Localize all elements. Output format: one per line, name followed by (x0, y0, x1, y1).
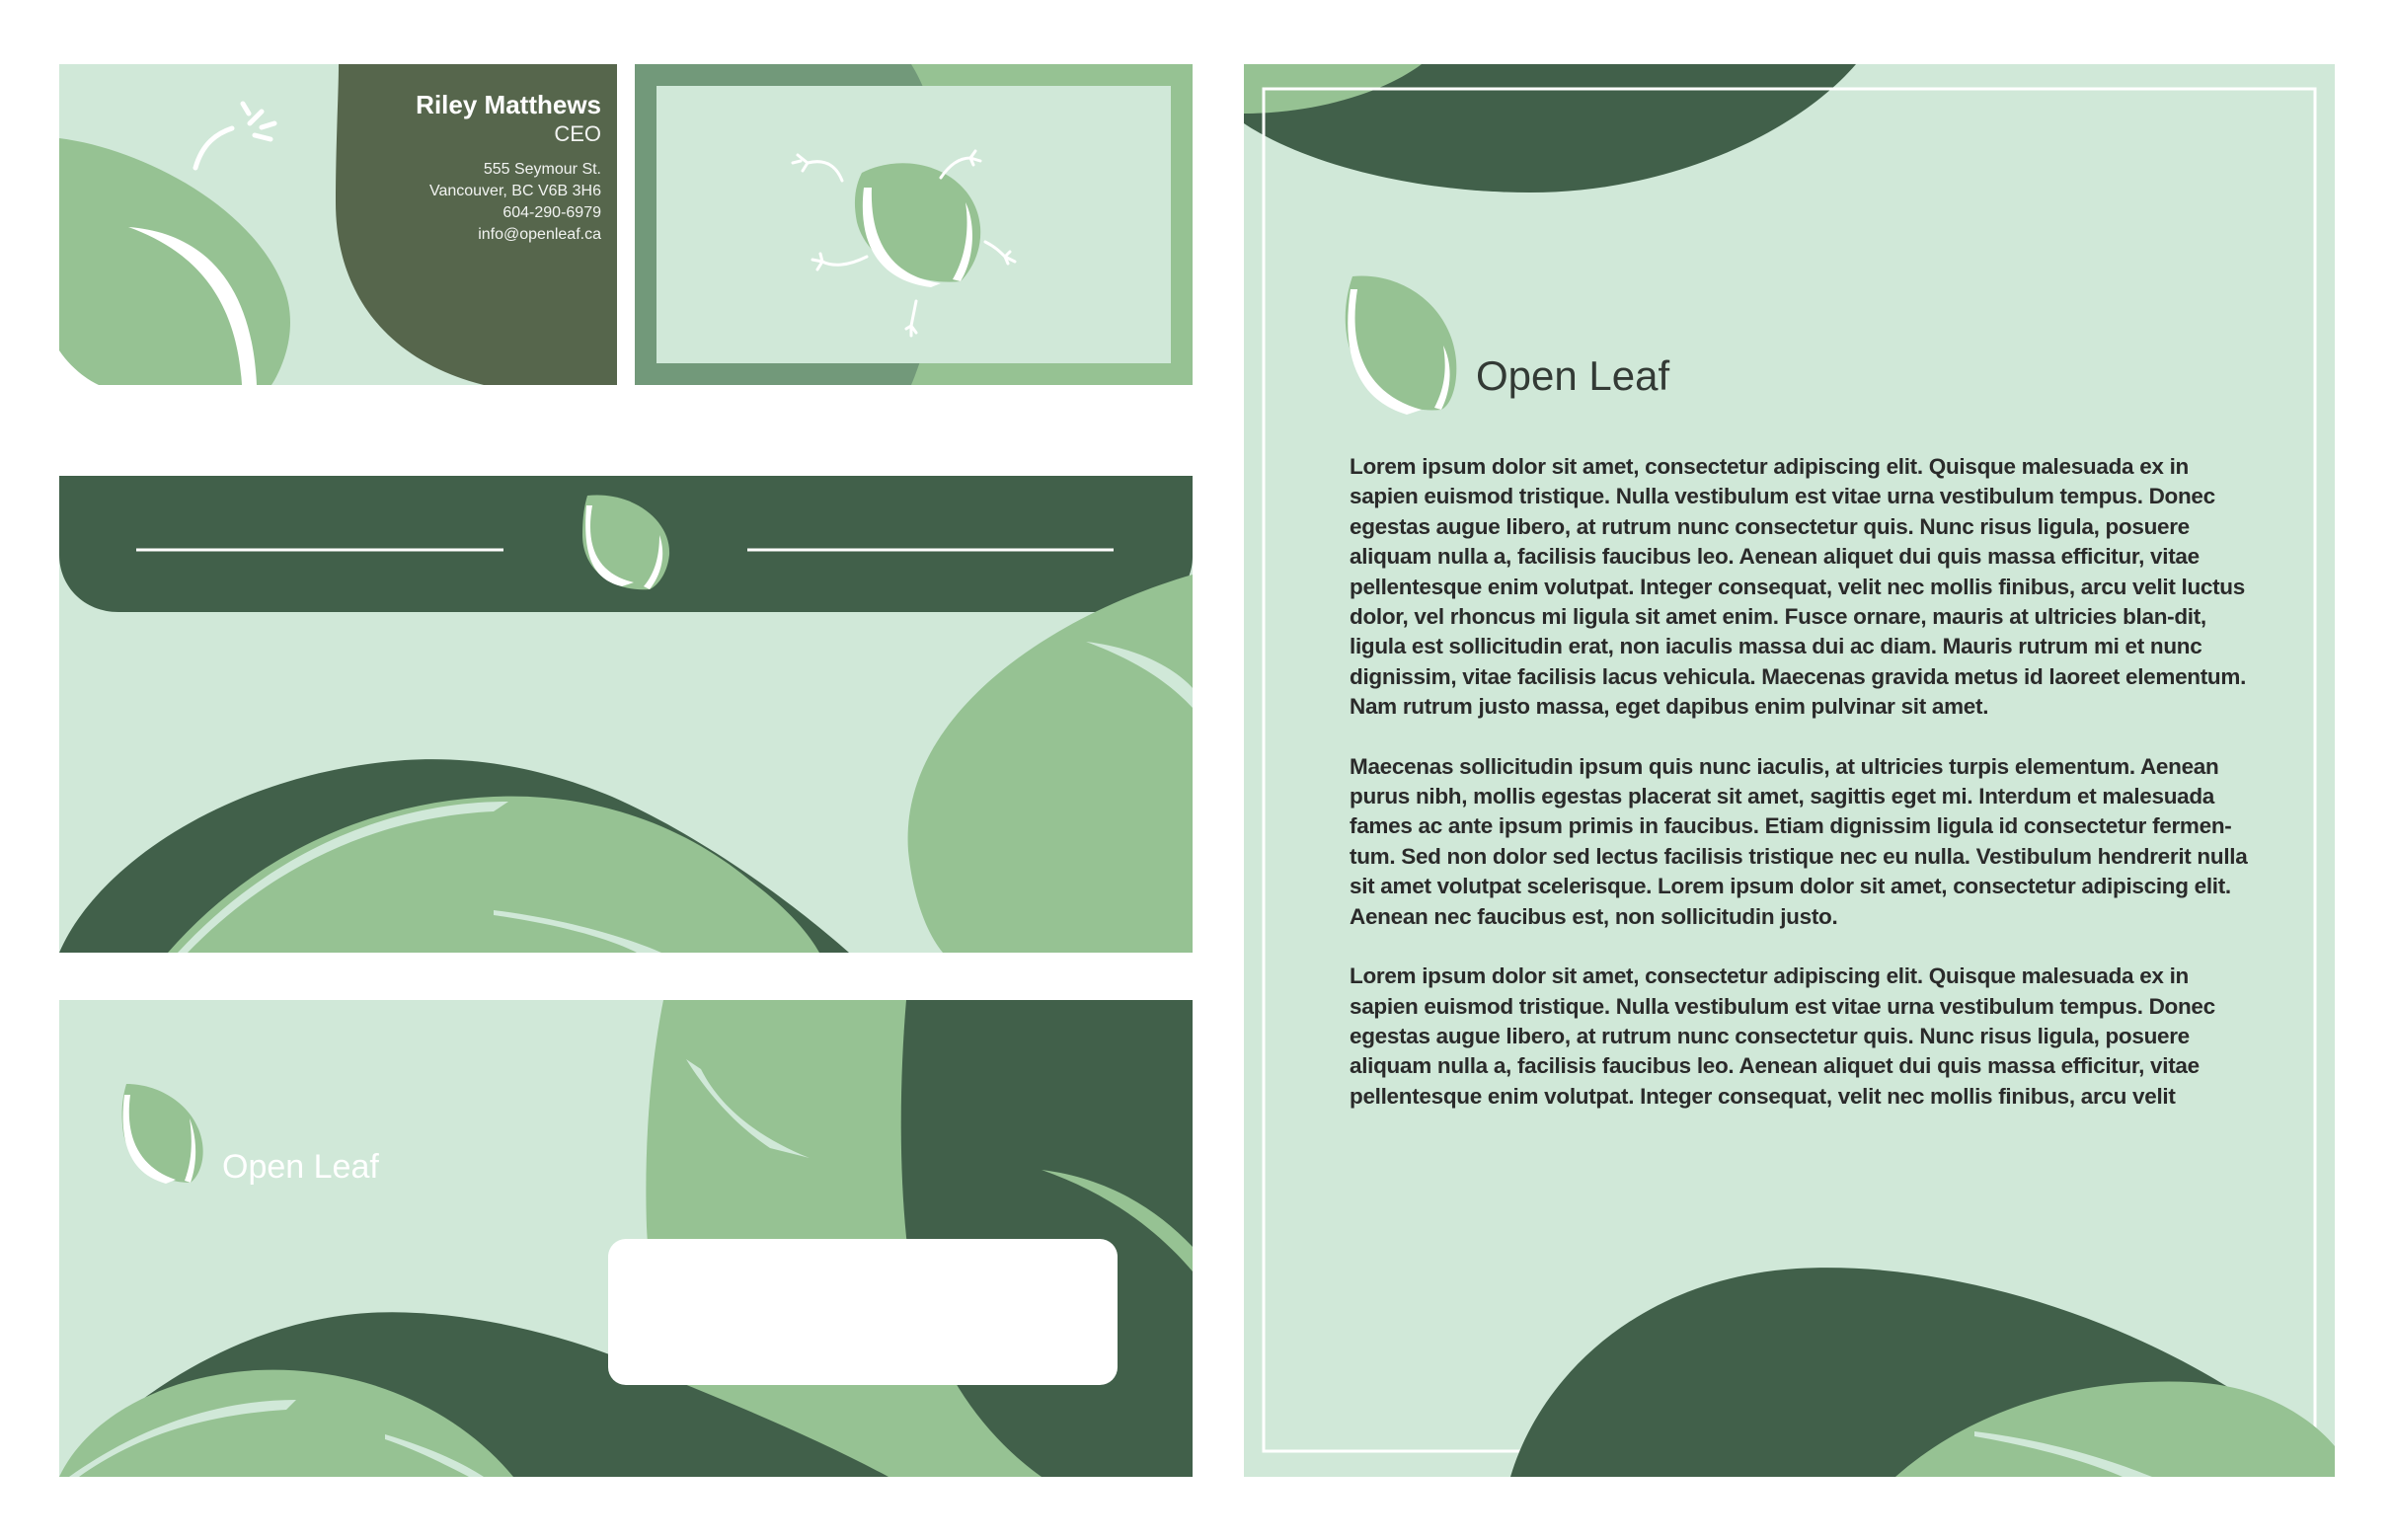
letter-paragraph: Lorem ipsum dolor sit amet, consectetur adipiscing elit. Quisque malesuada ex in sapien euismod tristique. Nulla vestibulum est vitae urna vestibulum tempus. Donec egestas augue libero, at rutrum nunc consectetur quis. Nunc risus ligula, posuere aliquam nulla a, facilisis faucibus leo. Aenean aliquet dui quis massa efficitur, vitae pellentesque enim volutpat. Integer consequat, velit nec mollis finibus, arcu velit (1350, 963, 2215, 1109)
address-window (608, 1239, 1118, 1385)
letter-paragraph: Maecenas sollicitudin ipsum quis nunc iaculis, at ultricies turpis elementum. Aenean purus nibh, mollis egestas placerat sit amet, sagittis eget mi. Interdum et malesuada fames ac ante ipsum primis in faucibus. Etiam dignissim ligula id consectetur fermen-tum. Sed non dolor sed lectus facilisis tristique nec eu nulla. Vestibulum hendrerit nulla sit amet volutpat scelerisque. Lorem ipsum dolor sit amet, consectetur adipiscing elit. Aenean nec faucibus est, non sollicitudin justo. (1350, 753, 2248, 929)
card-email: info@openleaf.ca (478, 225, 601, 243)
envelope-front (59, 1000, 1193, 1477)
card-title: CEO (554, 121, 601, 147)
envelope-back (59, 476, 1193, 953)
letter-body (1350, 452, 2258, 1141)
card-address-line2: Vancouver, BC V6B 3H6 (428, 182, 601, 199)
letterhead-brand-name: Open Leaf (1476, 352, 1670, 399)
envelope-brand-name: Open Leaf (222, 1148, 379, 1186)
leaf-logo-icon (1346, 276, 1457, 411)
card-contact-block (345, 90, 601, 246)
letter-paragraph: Lorem ipsum dolor sit amet, consectetur adipiscing elit. Quisque malesuada ex in sapien euismod tristique. Nulla vestibulum est vitae urna vestibulum tempus. Donec egestas augue libero, at rutrum nunc consectetur quis. Nunc risus ligula, posuere aliquam nulla a, facilisis faucibus leo. Aenean aliquet dui quis massa efficitur, vitae pellentesque enim volutpat. Integer consequat, velit nec mollis finibus, arcu velit luctus dolor, vel rhoncus mi ligula sit amet enim. Fusce ornare, mauris at ultricies blan-dit, ligula est sollicitudin erat, non iaculis massa dui ac diam. Mauris rutrum mi et nunc dignissim, vitae facilisis lacus vehicula. Maecenas gravida metus id laoreet elementum. Nam rutrum justo massa, eget dapibus enim pulvinar sit amet. (1350, 454, 2247, 720)
leaf-icon (59, 138, 290, 385)
card-back-artwork (635, 64, 1193, 385)
letterhead (1244, 64, 2335, 1477)
card-phone: 604-290-6979 (502, 203, 601, 221)
envelope-back-artwork (59, 476, 1193, 953)
business-card-back (635, 64, 1193, 385)
business-card-front (59, 64, 617, 385)
card-address-line1: 555 Seymour St. (483, 160, 601, 178)
sparkle-icon (195, 104, 274, 168)
card-name: Riley Matthews (416, 90, 601, 119)
